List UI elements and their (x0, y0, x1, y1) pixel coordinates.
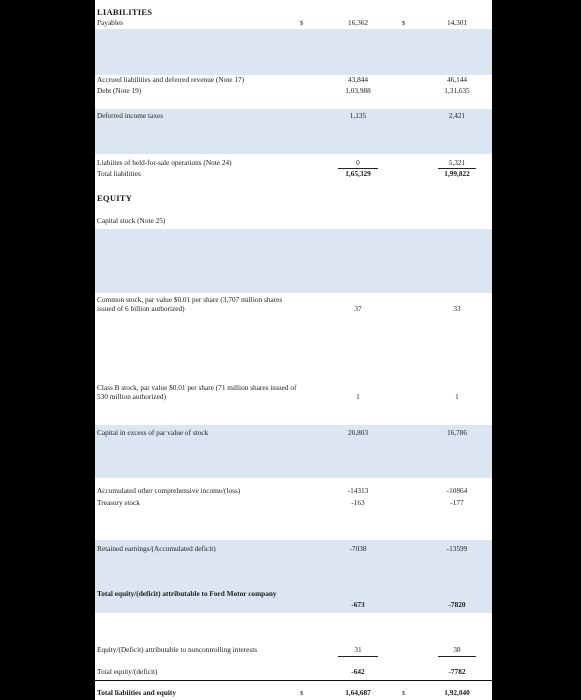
payables-label: Payables (97, 18, 123, 27)
treasury-value-2: -177 (450, 498, 464, 507)
nci-label: Equity/(Deficit) attributable to noncontrolling interests (97, 645, 258, 654)
capital-stock-label: Capital stock (Note 25) (97, 216, 166, 225)
balance-sheet (95, 0, 492, 700)
payables-value-1: 16,362 (347, 18, 369, 27)
aoci-value-1: -14313 (347, 486, 369, 495)
treasury-value-1: -163 (351, 498, 365, 507)
section-rule (95, 680, 492, 681)
class-b-value-2: 1 (455, 392, 459, 401)
held-for-sale-label: Liabiites of held-for-sale operations (Note 24) (97, 158, 232, 167)
total-liabilities-value-1: 1,65,329 (345, 169, 371, 178)
capital-excess-value-2: 16,786 (446, 428, 468, 437)
currency-symbol: $ (300, 20, 304, 27)
class-b-value-1: 1 (356, 392, 360, 401)
row-band (95, 29, 492, 75)
total-le-value-1: 1,64,687 (345, 688, 371, 697)
payables-value-2: 14,301 (446, 18, 468, 27)
currency-symbol: $ (300, 690, 304, 697)
common-stock-value-1: 37 (354, 304, 362, 313)
currency-symbol: $ (402, 690, 406, 697)
total-equity-label: Total equity/(deficit) (97, 667, 158, 676)
capital-excess-value-1: 20,803 (347, 428, 369, 437)
retained-value-2: -13599 (446, 544, 468, 553)
underline (438, 656, 476, 657)
currency-symbol: $ (402, 20, 406, 27)
total-le-label: Total liabiities and equity (97, 688, 177, 697)
retained-value-1: -7038 (349, 544, 367, 553)
total-equity-ford-value-1: -673 (351, 600, 365, 609)
equity-heading: EQUITY (97, 193, 133, 203)
accrued-label: Accrued liabilities and deferred revenue (Note 17) (97, 75, 245, 84)
deferred-tax-value-2: 2,421 (448, 111, 466, 120)
debt-value-2: 1,31,635 (444, 86, 470, 95)
total-liabilities-label: Total liabilities (97, 169, 141, 178)
deferred-tax-value-1: 1,135 (349, 111, 367, 120)
common-stock-label: Common stock, par value $0.01 per share (3,707 million shares issued of 6 billion authorized) (97, 295, 283, 313)
debt-value-1: 1,03,988 (345, 86, 371, 95)
total-liabilities-value-2: 1,99,822 (444, 169, 470, 178)
accrued-value-1: 43,844 (347, 75, 369, 84)
underline (338, 656, 378, 657)
total-le-value-2: 1,92,040 (444, 688, 470, 697)
total-equity-value-2: -7782 (448, 667, 466, 676)
held-for-sale-value-1: 0 (356, 158, 360, 167)
debt-label: Debt (Note 19) (97, 86, 142, 95)
class-b-label: Class B stock, par value $0.01 per share (71 million shares issued of 530 million authorized) (97, 383, 297, 401)
retained-label: Retained earnings/(Accumulated deficit) (97, 544, 216, 553)
total-equity-value-1: -642 (351, 667, 365, 676)
treasury-label: Treasury stock (97, 498, 140, 507)
total-equity-ford-label: Total equity/(deficit) attributable to Ford Motor company (97, 589, 277, 598)
deferred-tax-label: Deferred income taxes (97, 111, 164, 120)
row-band (95, 229, 492, 293)
nci-value-1: 31 (354, 645, 362, 654)
nci-value-2: 38 (453, 645, 461, 654)
liabilities-heading: LIABILITIES (97, 7, 153, 17)
common-stock-value-2: 33 (453, 304, 461, 313)
capital-excess-label: Capital in excess of par value of stock (97, 428, 209, 437)
accrued-value-2: 46,144 (446, 75, 468, 84)
aoci-label: Accumulated other comprehensive income/(loss) (97, 486, 241, 495)
held-for-sale-value-2: 5,321 (448, 158, 466, 167)
total-equity-ford-value-2: -7820 (448, 600, 466, 609)
aoci-value-2: -10864 (446, 486, 468, 495)
